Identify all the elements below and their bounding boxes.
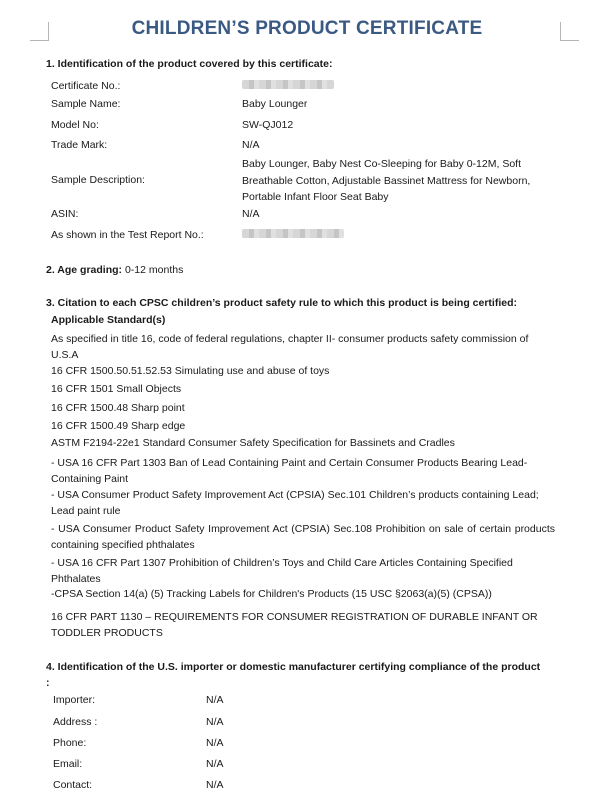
- section-2-line: [46, 264, 183, 276]
- standard-line: 16 CFR 1500.48 Sharp point: [51, 402, 185, 414]
- email-label: Email:: [53, 758, 83, 770]
- sample-name-label: Sample Name:: [51, 98, 121, 110]
- standard-line: - USA 16 CFR Part 1307 Prohibition of Children’s Toys and Child Care Articles Containing Specified Phthalates: [51, 557, 513, 585]
- standard-line: ASTM F2194-22e1 Standard Consumer Safety Specification for Bassinets and Cradles: [51, 437, 455, 449]
- asin-value: N/A: [242, 208, 260, 220]
- asin-label: ASIN:: [51, 208, 79, 220]
- document-title: CHILDREN’S PRODUCT CERTIFICATE: [131, 18, 483, 39]
- phone-label: Phone:: [53, 737, 87, 749]
- standard-line: -CPSA Section 14(a) (5) Tracking Labels for Children's Products (15 USC §2063(a)(5) (CPSA)): [51, 588, 492, 600]
- standard-line: 16 CFR 1500.49 Sharp edge: [51, 420, 186, 432]
- test-report-no-label: As shown in the Test Report No.:: [51, 229, 204, 241]
- standard-line: 16 CFR 1501 Small Objects: [51, 383, 182, 395]
- standard-line: - USA Consumer Product Safety Improvement Act (CPSIA) Sec.108 Prohibition on sale of certain products containing specified phthalates: [51, 523, 555, 551]
- sample-description-value: Baby Lounger, Baby Nest Co-Sleeping for Baby 0-12M, Soft Breathable Cotton, Adjustable Bassinet Mattress for Newborn, Portable Infant Floor Seat Baby: [242, 158, 531, 203]
- certificate-no-value: [242, 80, 334, 92]
- trade-mark-label: Trade Mark:: [51, 139, 108, 151]
- contact-value: N/A: [206, 779, 224, 791]
- phone-value: N/A: [206, 737, 224, 749]
- section-4-heading: 4. Identification of the U.S. importer or domestic manufacturer certifying compliance of the product :: [46, 661, 541, 689]
- model-no-label: Model No:: [51, 119, 99, 131]
- model-no-value: SW-QJ012: [242, 119, 294, 131]
- standard-line: As specified in title 16, code of federal regulations, chapter II- consumer products safety commission of U.S.A: [51, 333, 529, 361]
- address-value: N/A: [206, 716, 224, 728]
- standard-line: 16 CFR 1500.50.51.52.53 Simulating use and abuse of toys: [51, 365, 330, 377]
- trade-mark-value: N/A: [242, 139, 260, 151]
- sample-name-value: Baby Lounger: [242, 98, 308, 110]
- importer-value: N/A: [206, 694, 224, 706]
- address-label: Address :: [53, 716, 98, 728]
- standard-line: - USA 16 CFR Part 1303 Ban of Lead Containing Paint and Certain Consumer Products Bearing Lead- Containing Paint: [51, 457, 528, 485]
- certificate-no-label: Certificate No.:: [51, 80, 121, 92]
- section-3-heading: 3. Citation to each CPSC children’s product safety rule to which this product is being certified:: [46, 297, 518, 309]
- applicable-standards-heading: Applicable Standard(s): [51, 314, 166, 326]
- standard-line: - USA Consumer Product Safety Improvement Act (CPSIA) Sec.101 Children’s products containing Lead; Lead paint rule: [51, 489, 539, 517]
- contact-label: Contact:: [53, 779, 93, 791]
- importer-label: Importer:: [53, 694, 96, 706]
- sample-description-label: Sample Description:: [51, 174, 145, 186]
- section-1-heading: 1. Identification of the product covered by this certificate:: [46, 58, 333, 70]
- age-grading-value: 0-12 months: [124, 264, 184, 276]
- section-2-heading: 2. Age grading:: [46, 264, 123, 276]
- test-report-no-value: [242, 229, 344, 241]
- standard-line: 16 CFR PART 1130 – REQUIREMENTS FOR CONSUMER REGISTRATION OF DURABLE INFANT OR TODDLER PRODUCTS: [51, 611, 538, 639]
- email-value: N/A: [206, 758, 224, 770]
